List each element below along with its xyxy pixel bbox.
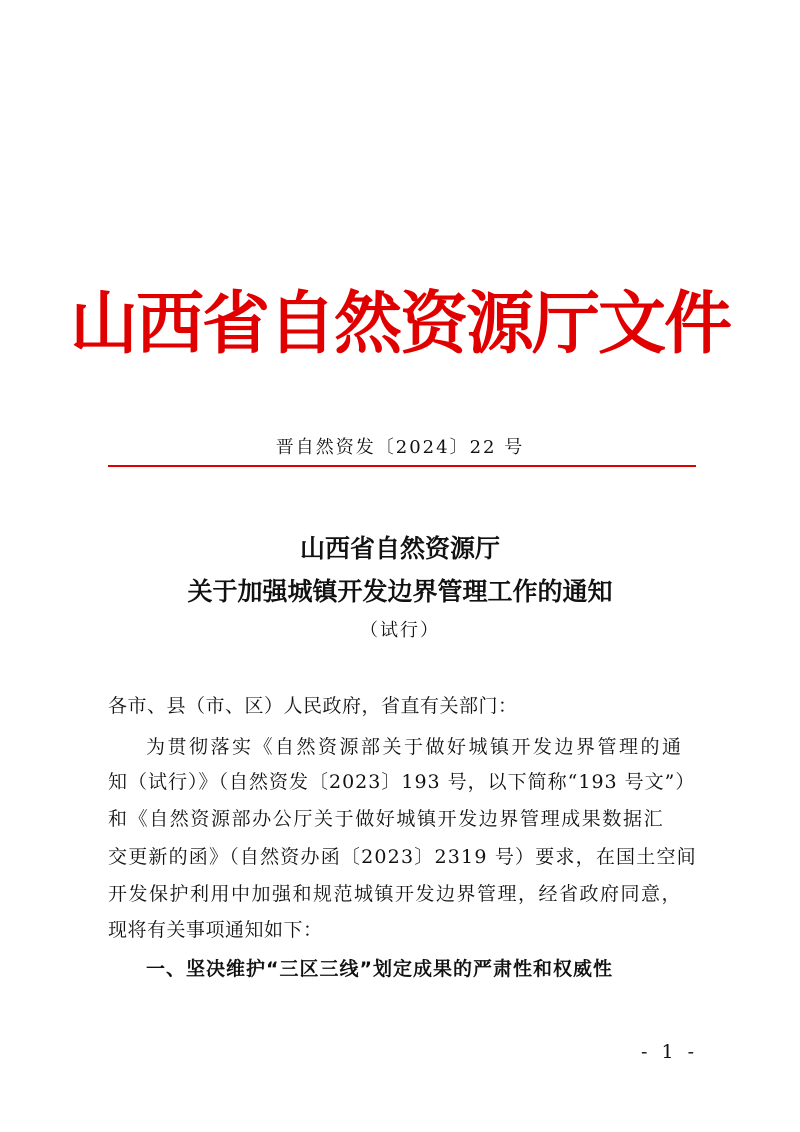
salutation: 各市、县（市、区）人民政府，省直有关部门： — [108, 695, 518, 717]
section-heading-1: 一、坚决维护“三区三线”划定成果的严肃性和权威性 — [146, 958, 613, 980]
notice-title-line-1: 山西省自然资源厅 — [299, 534, 500, 563]
red-separator-line — [108, 465, 696, 467]
paragraph-line: 知（试行）》（自然资发〔2023〕193 号，以下简称“193 号文”） — [108, 771, 696, 793]
notice-title-line-2: 关于加强城镇开发边界管理工作的通知 — [187, 577, 613, 606]
paragraph-line: 为贯彻落实《自然资源部关于做好城镇开发边界管理的通 — [146, 736, 684, 758]
notice-subtitle: （试行） — [360, 620, 440, 641]
paragraph-line: 和《自然资源部办公厅关于做好城镇开发边界管理成果数据汇 — [108, 808, 665, 830]
document-number: 晋自然资发〔2024〕22 号 — [275, 437, 525, 458]
paragraph-line: 现将有关事项通知如下： — [108, 919, 323, 941]
issuer-title: 山西省自然资源厅文件 — [69, 284, 730, 364]
paragraph-line: 交更新的函》（自然资办函〔2023〕2319 号）要求，在国土空间 — [108, 846, 697, 868]
paragraph-line: 开发保护利用中加强和规范城镇开发边界管理，经省政府同意， — [108, 883, 683, 905]
page-number: - 1 - — [641, 1041, 699, 1063]
